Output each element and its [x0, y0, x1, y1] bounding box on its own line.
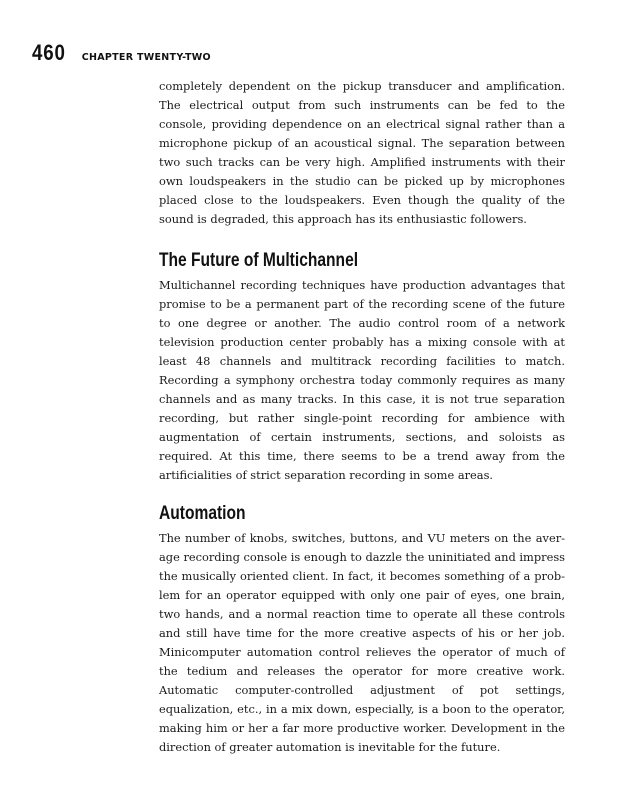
page-number: 460 — [32, 40, 66, 65]
section-heading-future: The Future of Multichannel — [159, 250, 359, 271]
future-paragraph: Multichannel recording techniques have production advantages that promise to be a permanent part of the recording scene of the future to one degree or another. The audio control room of a network television production center probably has a mixing console with at least 48 channels and multitrack recording facilities to match. Recording a symphony orchestra today commonly requires as many channels and as many tracks. In this case, it is not true separation recording, but rather single-point recording for ambience with augmentation of certain instruments, sections, and soloists as required. At this time, there seems to be a trend away from the artificialities of strict separation recording in some areas. — [159, 278, 565, 482]
running-header — [32, 40, 211, 66]
automation-paragraph: The number of knobs, switches, buttons, and VU meters on the average recording console is enough to dazzle the uninitiated and impress the musically oriented client. In fact, it becomes something of a problem for an operator equipped with only one pair of eyes, one brain, two hands, and a normal reaction time to operate all these controls and still have time for the more creative aspects of his or her job. Minicomputer automation control relieves the operator of much of the tedium and releases the operator for more creative work. Automatic computer-controlled adjustment of pot settings, equalization, etc., in a mix down, especially, is a boon to the operator, making him or her a far more productive worker. Development in the direction of greater automation is inevitable for the future. — [159, 531, 566, 754]
chapter-title: CHAPTER TWENTY-TWO — [81, 52, 211, 63]
intro-paragraph: completely dependent on the pickup transducer and amplification. The electrical output from such instruments can be fed to the console, providing dependence on an electrical signal rather than a microphone pickup of an acoustical signal. The separation between two such tracks can be very high. Amplified instruments with their own loudspeakers in the studio can be picked up by microphones placed close to the loudspeakers. Even though the quality of the sound is degraded, this approach has its enthusiastic followers. — [159, 79, 565, 226]
section-heading-automation: Automation — [159, 503, 246, 524]
page-body — [159, 77, 565, 757]
